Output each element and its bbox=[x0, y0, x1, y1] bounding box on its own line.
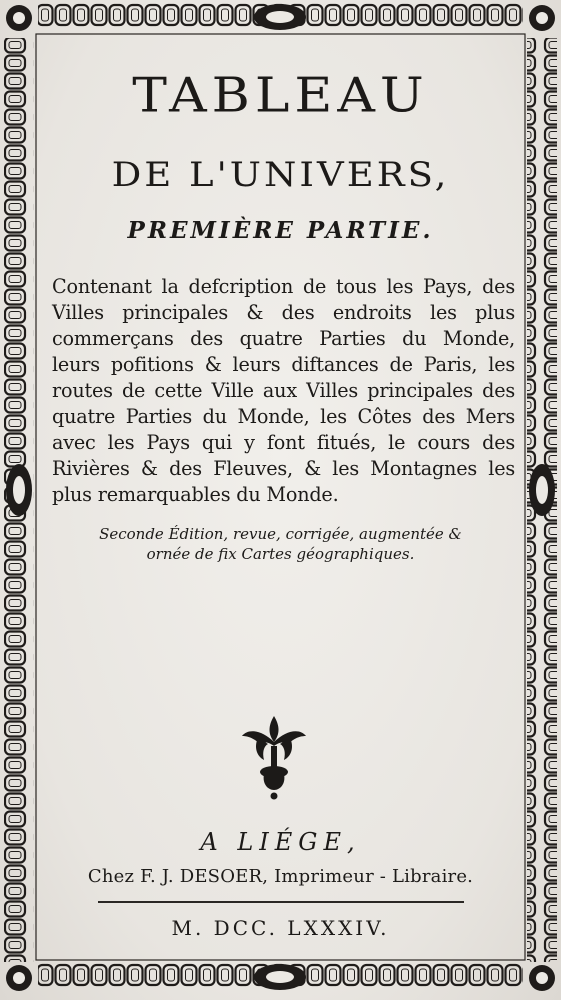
edition-line-1: Seconde Édition, revue, corrigée, augmentée & bbox=[99, 525, 462, 543]
fleuron-ornament bbox=[238, 712, 310, 800]
imprint-printer: Chez F. J. DESOER, Imprimeur - Libraire. bbox=[87, 866, 474, 887]
book-title: TABLEAU bbox=[132, 68, 429, 124]
edition-note bbox=[40, 524, 521, 564]
text-block bbox=[40, 60, 521, 564]
divider-rule bbox=[98, 901, 464, 903]
imprint-year: M. DCC. LXXXIV. bbox=[171, 916, 390, 940]
part-heading: PREMIÈRE PARTIE. bbox=[127, 217, 434, 244]
edition-line-2: ornée de fix Cartes géographiques. bbox=[146, 545, 415, 563]
description-paragraph: Contenant la defcription de tous les Pays, des Villes principales & des endroits les plus commerçans des quatre Parties du Monde, leurs pofitions & leurs diftances de Paris, les routes de cette Ville aux Villes principales des quatre Parties du Monde, les Côtes des Mers avec les Pays qui y font fitués, le cours des Rivières & des Fleuves, & les Montagnes les plus remarquables du Monde. bbox=[52, 275, 515, 506]
book-subtitle: DE L'UNIVERS, bbox=[111, 154, 450, 195]
imprint-city: A LIÉGE, bbox=[200, 828, 361, 856]
